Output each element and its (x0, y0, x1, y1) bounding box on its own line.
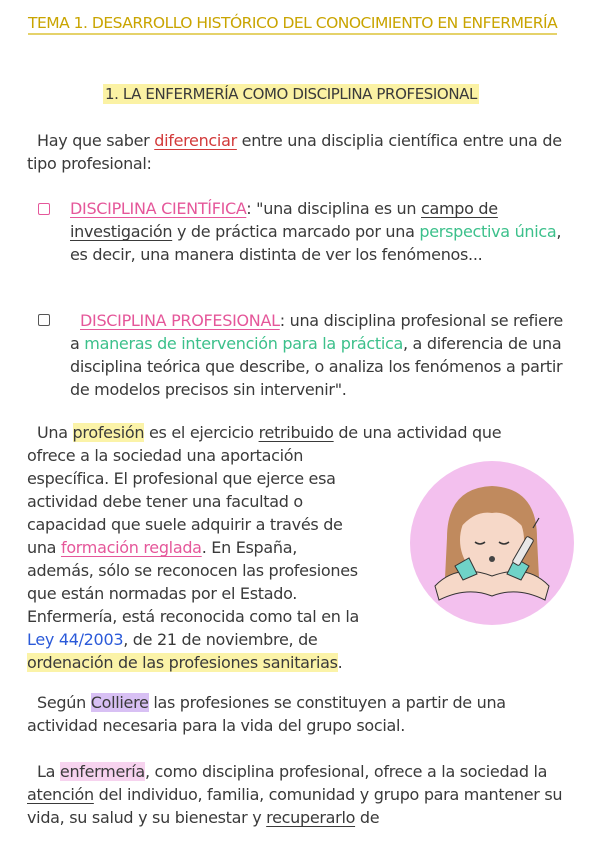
item2-text-b: , a diferencia de una disciplina teórica que describe, o analiza los fenómenos a partir de modelos precisos sin intervenir". (70, 334, 563, 399)
prof-text: de una actividad que (333, 423, 502, 442)
prof-text: una (27, 538, 61, 557)
profesion-highlight: profesión (72, 423, 145, 442)
item-disciplina-cientifica (70, 197, 570, 266)
item1-label: DISCIPLINA CIENTÍFICA (70, 199, 247, 218)
intro-text-c: entre una disciplia científica entre una de tipo profesional: (27, 131, 562, 173)
colliere-highlight: Colliere (90, 693, 149, 712)
prof-line: ofrece a la sociedad una aportación (27, 446, 304, 465)
diferenciar-link: diferenciar (154, 131, 237, 150)
colliere-paragraph (27, 691, 572, 737)
recuperarlo-underline: recuperarlo (266, 808, 356, 827)
intro-text-a: Hay que saber (37, 131, 155, 150)
prof-text: . En España, (201, 538, 298, 557)
prof-text: es el ejercicio (144, 423, 259, 442)
item2-text: : una disciplina profesional se refiere a (70, 311, 563, 353)
ordenacion-highlight: ordenación de las profesiones sanitarias (27, 653, 338, 672)
item1-text-b: y de práctica marcado por una (172, 222, 420, 241)
item1-perspectiva: perspectiva única (419, 222, 557, 241)
item1-text: : "una disciplina es un (246, 199, 421, 218)
page-title: TEMA 1. DESARROLLO HISTÓRICO DEL CONOCIMIENTO EN ENFERMERÍA (28, 14, 557, 35)
prof-line: capacidad que suele adquirir a través de (27, 515, 343, 534)
enf-text: del individuo, familia, comunidad y grupo para mantener su vida, su salud y su bienestar y (27, 785, 563, 827)
colliere-text: las profesiones se constituyen a partir de una actividad necesaria para la vida del grupo social. (27, 693, 506, 735)
prof-line: específica. El profesional que ejerce esa (27, 469, 336, 488)
checkbox-icon (38, 203, 50, 215)
item2-label: DISCIPLINA PROFESIONAL (80, 311, 280, 330)
item1-text-c: , es decir, una manera distinta de ver los fenómenos... (70, 222, 562, 264)
item-disciplina-profesional (70, 309, 572, 401)
prof-line: actividad debe tener una facultad o (27, 492, 303, 511)
prof-line: Enfermería, está reconocida como tal en la (27, 607, 360, 626)
atencion-underline: atención (27, 785, 94, 804)
colliere-text: Según (37, 693, 91, 712)
formacion-reglada: formación reglada (60, 538, 202, 557)
enfermeria-highlight: enfermería (59, 762, 145, 781)
prof-text: , de 21 de noviembre, de (123, 630, 318, 649)
ley-reference: Ley 44/2003 (27, 630, 124, 649)
prof-text: Una (37, 423, 73, 442)
item1-campo: campo de investigación (70, 199, 498, 241)
prof-line: además, sólo se reconocen las profesiones (27, 561, 358, 580)
enfermeria-paragraph (27, 760, 575, 829)
enf-text: , como disciplina profesional, ofrece a la sociedad la (144, 762, 548, 781)
item2-maneras: maneras de intervención para la práctica (84, 334, 403, 353)
checkbox-icon (38, 314, 50, 326)
prof-text: . (337, 653, 343, 672)
intro-paragraph (27, 129, 567, 175)
nurse-illustration (407, 458, 577, 628)
enf-text: La (37, 762, 60, 781)
retribuido-underline: retribuido (258, 423, 334, 442)
section-heading: 1. LA ENFERMERÍA COMO DISCIPLINA PROFESIONAL (105, 85, 477, 103)
prof-line: que están normadas por el Estado. (27, 584, 298, 603)
enf-text: de (355, 808, 380, 827)
